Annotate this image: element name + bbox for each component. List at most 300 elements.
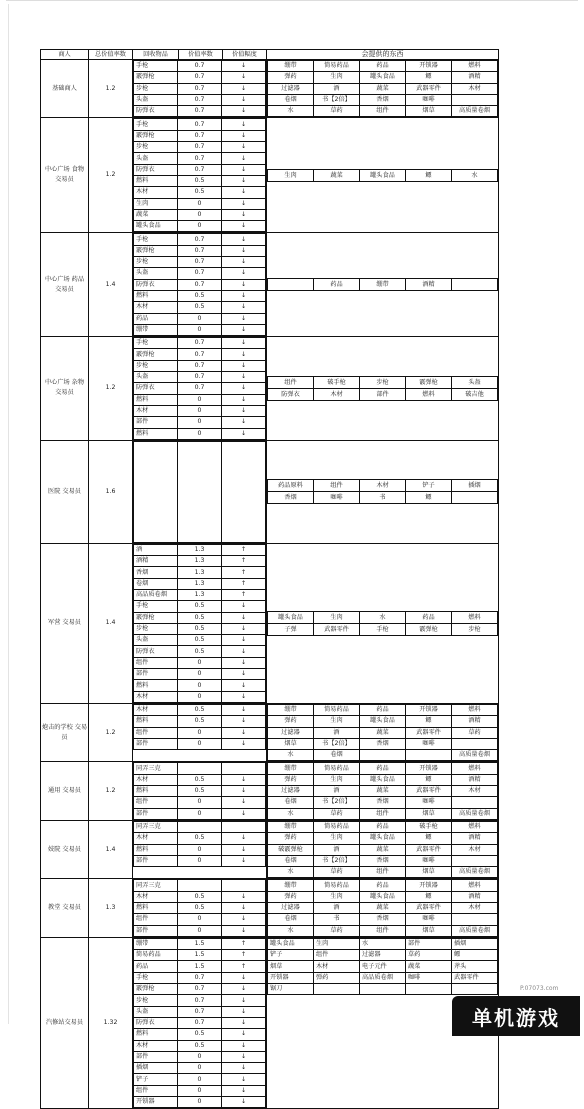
offer-item: 组件 (360, 867, 406, 878)
recycle-item-rate: 0.7 (178, 338, 222, 349)
recycle-item-trend-icon: ↑ (222, 567, 266, 578)
offer-item (360, 984, 406, 995)
total-rate-value: 1.4 (89, 820, 133, 878)
offer-row (268, 279, 498, 291)
recycle-item-trend-icon: ↓ (222, 1097, 266, 1108)
header-rate: 价值率数 (179, 50, 223, 60)
recycle-item-name: 同弄三克 (134, 821, 178, 832)
offer-item: 草药 (314, 106, 360, 117)
recycle-item-trend-icon: ↓ (222, 657, 266, 668)
header-range: 价值幅度 (223, 50, 267, 60)
recycle-item-trend-icon: ↓ (222, 1017, 266, 1028)
recycle-item-row (134, 995, 266, 1006)
offer-row (268, 808, 498, 819)
offer-item: 绷带 (268, 880, 314, 891)
recycle-list (133, 937, 267, 1108)
recycle-item-row (134, 417, 266, 428)
offer-item: 武器零件 (406, 903, 452, 914)
recycle-item-name: 燃料 (134, 175, 178, 186)
recycle-item-rate: 0.7 (178, 245, 222, 256)
offer-item: 防弹衣 (268, 388, 314, 400)
recycle-item-row (134, 106, 266, 117)
offer-item: 咖啡 (406, 738, 452, 749)
offer-item: 绷带 (268, 821, 314, 832)
recycle-item-name: 组件 (134, 1085, 178, 1096)
offer-item: 弹药 (268, 891, 314, 902)
offer-item: 烟草 (268, 961, 314, 972)
recycle-item-rate: 0 (178, 680, 222, 691)
recycle-item-row (134, 234, 266, 245)
offer-item: 卷烟 (268, 797, 314, 808)
recycle-item-rate: 0.7 (178, 83, 222, 94)
table-row (41, 118, 499, 233)
offer-item: 草药 (314, 925, 360, 936)
offer-item: 书【2倍】 (314, 855, 360, 866)
offer-list (267, 118, 499, 233)
offer-item: 高质量卷烟 (452, 106, 498, 117)
table-row (41, 937, 499, 1108)
recycle-item-trend-icon: ↓ (222, 198, 266, 209)
offer-item: 武器零件 (406, 786, 452, 797)
offer-item: 子弹 (268, 623, 314, 635)
offer-item: 木材 (314, 961, 360, 972)
offer-item: 草药 (452, 727, 498, 738)
recycle-item-name: 插烟 (134, 1063, 178, 1074)
recycle-item-rate: 0.7 (178, 383, 222, 394)
offer-list (267, 762, 499, 820)
recycle-item-row (134, 338, 266, 349)
recycle-item-name: 木材 (134, 774, 178, 785)
recycle-item-rate: 0 (178, 691, 222, 702)
recycle-item-name: 防弹衣 (134, 279, 178, 290)
offer-row (268, 797, 498, 808)
merchant-name: 医院 交易员 (41, 440, 89, 543)
offer-row (268, 94, 498, 105)
recycle-item-trend-icon: ↓ (222, 1006, 266, 1017)
offer-item: 霰弹枪 (406, 376, 452, 388)
offer-item: 高质量卷烟 (452, 867, 498, 878)
recycle-item-name: 部件 (134, 808, 178, 819)
offer-list (267, 337, 499, 441)
offer-item: 绷带 (268, 763, 314, 774)
recycle-item-rate: 0.7 (178, 268, 222, 279)
offer-list (267, 233, 499, 337)
recycle-item-rate: 1.3 (178, 556, 222, 567)
offer-item (452, 797, 498, 808)
recycle-item-name: 卷烟 (134, 578, 178, 589)
offer-item: 过滤器 (268, 903, 314, 914)
recycle-list (133, 60, 267, 118)
offer-item: 组件 (360, 106, 406, 117)
recycle-item-name: 部件 (134, 1051, 178, 1062)
offer-item: 药品 (360, 821, 406, 832)
recycle-item-name: 燃料 (134, 680, 178, 691)
header-recycle-items: 回收物品 (133, 50, 179, 60)
merchant-name: 汽修站交易员 (41, 937, 89, 1108)
offer-item: 烟草 (268, 738, 314, 749)
table-row (41, 879, 499, 937)
offer-item: 简易药品 (314, 821, 360, 832)
recycle-item-name: 燃料 (134, 290, 178, 301)
recycle-item-rate: 0.5 (178, 302, 222, 313)
recycle-item-name: 霰弹枪 (134, 72, 178, 83)
offer-list (267, 879, 499, 937)
recycle-item-trend-icon: ↓ (222, 142, 266, 153)
recycle-item-name: 头盔 (134, 153, 178, 164)
recycle-item-name: 同弄三克 (134, 880, 178, 891)
recycle-item-trend-icon: ↓ (222, 405, 266, 416)
offer-item: 药品原料 (268, 480, 314, 492)
recycle-item-trend-icon: ↓ (222, 669, 266, 680)
recycle-item-row (134, 821, 266, 832)
offer-item: 燃料 (452, 61, 498, 72)
recycle-item-row (134, 738, 266, 749)
recycle-item-row (134, 891, 266, 902)
recycle-item-rate: 0.7 (178, 153, 222, 164)
recycle-item-trend-icon: ↓ (222, 808, 266, 819)
recycle-item-trend-icon: ↑ (222, 578, 266, 589)
offer-row (268, 72, 498, 83)
recycle-item-name: 部件 (134, 738, 178, 749)
recycle-item-rate: 0.5 (178, 786, 222, 797)
recycle-item-rate: 0.7 (178, 257, 222, 268)
recycle-item-trend-icon: ↑ (222, 950, 266, 961)
recycle-item-trend-icon: ↓ (222, 428, 266, 439)
recycle-item-name: 酒精 (134, 556, 178, 567)
recycle-item-name: 燃料 (134, 844, 178, 855)
recycle-item-name: 霰弹枪 (134, 984, 178, 995)
offer-item (406, 984, 452, 995)
offer-item: 咖啡 (314, 492, 360, 504)
offer-item: 蔬菜 (360, 844, 406, 855)
recycle-item-row (134, 302, 266, 313)
offer-row (268, 821, 498, 832)
recycle-item-trend-icon: ↓ (222, 601, 266, 612)
recycle-item-name: 开锁器 (134, 1097, 178, 1108)
recycle-item-rate: 0 (178, 198, 222, 209)
total-rate-value: 1.4 (89, 233, 133, 337)
recycle-item-row (134, 657, 266, 668)
recycle-item-name: 木材 (134, 302, 178, 313)
total-rate-value: 1.32 (89, 937, 133, 1108)
offer-item: 简易药品 (314, 880, 360, 891)
recycle-item-rate: 0 (178, 1085, 222, 1096)
recycle-item-row (134, 578, 266, 589)
offer-item: 鳔 (406, 891, 452, 902)
offer-item: 卷烟 (314, 750, 360, 761)
recycle-item-row (134, 1051, 266, 1062)
recycle-item-rate: 0.7 (178, 372, 222, 383)
recycle-item-row (134, 691, 266, 702)
recycle-item-name: 燃料 (134, 428, 178, 439)
offer-item: 水 (360, 611, 406, 623)
offer-row (268, 903, 498, 914)
offer-item: 开锁器 (406, 704, 452, 715)
recycle-item-trend-icon: ↓ (222, 268, 266, 279)
recycle-item-name: 防弹衣 (134, 646, 178, 657)
recycle-item-rate: 0.7 (178, 279, 222, 290)
table-row (41, 60, 499, 118)
recycle-item-rate: 0 (178, 417, 222, 428)
offer-item: 过滤器 (268, 786, 314, 797)
offer-item: 木材 (452, 903, 498, 914)
total-rate-value: 1.2 (89, 118, 133, 233)
offer-item: 药品 (360, 61, 406, 72)
recycle-item-trend-icon: ↓ (222, 914, 266, 925)
recycle-item-trend-icon: ↓ (222, 209, 266, 220)
offer-item: 水 (268, 808, 314, 819)
total-rate-value: 1.2 (89, 762, 133, 820)
offer-item: 木材 (452, 83, 498, 94)
offer-item: 生肉 (314, 938, 360, 949)
recycle-item-row (134, 119, 266, 130)
recycle-item-name: 绷带 (134, 938, 178, 949)
recycle-item-trend-icon: ↓ (222, 417, 266, 428)
offer-row (268, 891, 498, 902)
offer-row (268, 833, 498, 844)
offer-item: 燃料 (452, 704, 498, 715)
offer-item: 香烟 (360, 738, 406, 749)
recycle-item-row (134, 808, 266, 819)
offer-item: 鳔 (406, 169, 452, 181)
recycle-item-rate: 0.7 (178, 995, 222, 1006)
recycle-item-name: 罐头食品 (134, 221, 178, 232)
recycle-item-rate: 0.5 (178, 175, 222, 186)
recycle-item-trend-icon: ↓ (222, 612, 266, 623)
offer-item: 罐头食品 (360, 169, 406, 181)
recycle-item-rate: 0.7 (178, 119, 222, 130)
recycle-item-row (134, 623, 266, 634)
recycle-item-rate: 0.7 (178, 142, 222, 153)
recycle-item-rate: 0.7 (178, 1006, 222, 1017)
recycle-item-name: 霰弹枪 (134, 245, 178, 256)
recycle-item-trend-icon: ↓ (222, 221, 266, 232)
offer-item: 草药 (314, 808, 360, 819)
offer-item: 手枪 (360, 623, 406, 635)
recycle-item-row (134, 130, 266, 141)
offer-item: 香烟 (360, 914, 406, 925)
recycle-item-row (134, 1097, 266, 1108)
recycle-item-rate: 0 (178, 808, 222, 819)
recycle-item-name: 燃料 (134, 786, 178, 797)
offer-item: 酒 (314, 903, 360, 914)
offer-item: 酒 (314, 83, 360, 94)
offer-item: 酒精 (452, 774, 498, 785)
recycle-item-trend-icon (222, 880, 266, 891)
total-rate-value: 1.4 (89, 543, 133, 703)
offer-item (314, 984, 360, 995)
page-left-margin-line (8, 4, 9, 1024)
offer-item: 组件 (360, 808, 406, 819)
merchant-table (40, 49, 499, 1109)
recycle-item-trend-icon: ↓ (222, 83, 266, 94)
recycle-item-trend-icon: ↓ (222, 245, 266, 256)
recycle-item-row (134, 428, 266, 439)
recycle-item-name: 燃料 (134, 394, 178, 405)
recycle-item-name: 高品质卷烟 (134, 589, 178, 600)
recycle-list (133, 762, 267, 820)
offer-row (268, 938, 498, 949)
recycle-item-row (134, 880, 266, 891)
offer-item: 组件 (314, 950, 360, 961)
offer-list (267, 440, 499, 543)
offer-list (267, 820, 499, 878)
offer-item: 绷带 (360, 279, 406, 291)
recycle-item-rate: 0 (178, 313, 222, 324)
recycle-item-name: 酒 (134, 544, 178, 555)
recycle-item-trend-icon: ↓ (222, 995, 266, 1006)
recycle-item-trend-icon: ↑ (222, 589, 266, 600)
recycle-item-name: 燃料 (134, 1029, 178, 1040)
offer-item: 罐头食品 (268, 938, 314, 949)
recycle-item-rate (178, 821, 222, 832)
recycle-item-row (134, 589, 266, 600)
offer-row (268, 623, 498, 635)
recycle-item-name: 组件 (134, 727, 178, 738)
recycle-item-rate: 0.5 (178, 623, 222, 634)
recycle-item-name: 防弹衣 (134, 106, 178, 117)
recycle-list (133, 118, 267, 233)
recycle-item-row (134, 61, 266, 72)
offer-item (268, 279, 314, 291)
merchant-name: 通用 交易员 (41, 762, 89, 820)
offer-item: 插烟 (452, 480, 498, 492)
recycle-item-rate: 0.5 (178, 635, 222, 646)
recycle-item-name: 步枪 (134, 360, 178, 371)
recycle-item-trend-icon: ↓ (222, 1085, 266, 1096)
recycle-item-rate: 0 (178, 221, 222, 232)
offer-item: 酒精 (452, 716, 498, 727)
recycle-item-name: 手枪 (134, 338, 178, 349)
offer-item: 燃料 (452, 880, 498, 891)
recycle-item-row (134, 94, 266, 105)
recycle-item-rate: 0.5 (178, 716, 222, 727)
recycle-item-row (134, 925, 266, 936)
recycle-item-trend-icon: ↓ (222, 1074, 266, 1085)
offer-item: 过滤器 (268, 83, 314, 94)
recycle-item-trend-icon: ↓ (222, 797, 266, 808)
offer-item (452, 914, 498, 925)
recycle-item-rate: 0 (178, 669, 222, 680)
offer-item: 高质量卷烟 (452, 750, 498, 761)
offer-item: 香烟 (268, 492, 314, 504)
recycle-item-row (134, 245, 266, 256)
recycle-item-rate: 0 (178, 1063, 222, 1074)
recycle-item-row (134, 567, 266, 578)
offer-row (268, 914, 498, 925)
recycle-item-trend-icon: ↓ (222, 72, 266, 83)
recycle-item-row (134, 972, 266, 983)
merchant-name: 炮击的学校 交易员 (41, 703, 89, 761)
offer-item: 酒 (314, 844, 360, 855)
recycle-list (133, 440, 267, 543)
recycle-item-row (134, 612, 266, 623)
offer-item: 草药 (406, 950, 452, 961)
recycle-item-trend-icon: ↓ (222, 738, 266, 749)
recycle-item-row (134, 209, 266, 220)
offer-item: 药品 (406, 611, 452, 623)
offer-item: 香烟 (360, 797, 406, 808)
recycle-item-row (134, 635, 266, 646)
recycle-item-name: 步枪 (134, 995, 178, 1006)
recycle-item-rate: 0 (178, 738, 222, 749)
offer-item: 过滤器 (268, 727, 314, 738)
offer-row (268, 950, 498, 961)
recycle-item-rate: 0.7 (178, 1017, 222, 1028)
recycle-item-name: 药品 (134, 313, 178, 324)
offer-item: 罐头食品 (360, 774, 406, 785)
offer-item: 武器零件 (314, 623, 360, 635)
offer-item: 木材 (452, 844, 498, 855)
recycle-item-trend-icon: ↑ (222, 961, 266, 972)
recycle-item-row (134, 405, 266, 416)
recycle-item-rate: 0.7 (178, 972, 222, 983)
recycle-item-trend-icon: ↓ (222, 372, 266, 383)
recycle-item-row (134, 142, 266, 153)
offer-item: 水 (452, 169, 498, 181)
recycle-item-name: 步枪 (134, 142, 178, 153)
recycle-item-rate: 0.5 (178, 903, 222, 914)
recycle-item-rate: 1.3 (178, 589, 222, 600)
offer-row (268, 61, 498, 72)
recycle-item-rate: 0.5 (178, 646, 222, 657)
offer-item (452, 855, 498, 866)
offer-item: 武器零件 (406, 83, 452, 94)
offer-row (268, 611, 498, 623)
offer-item: 咖啡 (406, 914, 452, 925)
offer-item: 罐头食品 (360, 833, 406, 844)
recycle-item-row (134, 383, 266, 394)
recycle-item-rate: 0 (178, 1051, 222, 1062)
recycle-item-row (134, 914, 266, 925)
offer-item: 蔬菜 (360, 903, 406, 914)
recycle-item-rate: 0 (178, 324, 222, 335)
offer-row (268, 106, 498, 117)
recycle-item-name: 部件 (134, 925, 178, 936)
watermark-logo: 单机游戏 (452, 996, 580, 1036)
offer-item: 破霰弹枪 (268, 844, 314, 855)
recycle-item-trend-icon: ↓ (222, 716, 266, 727)
recycle-item-rate: 0.5 (178, 833, 222, 844)
offer-item: 鳔 (406, 492, 452, 504)
merchant-name: 中心广场 食物 交易员 (41, 118, 89, 233)
recycle-item-trend-icon: ↓ (222, 984, 266, 995)
recycle-item-row (134, 669, 266, 680)
total-rate-value: 1.3 (89, 879, 133, 937)
recycle-item-rate: 0.7 (178, 349, 222, 360)
offer-item: 鳔 (406, 774, 452, 785)
recycle-item-trend-icon: ↓ (222, 691, 266, 702)
recycle-item-name: 同弄三克 (134, 763, 178, 774)
recycle-item-rate: 0.7 (178, 164, 222, 175)
offer-item: 简易药品 (314, 763, 360, 774)
recycle-item-rate: 0 (178, 1097, 222, 1108)
recycle-list (133, 233, 267, 337)
recycle-item-name: 霰弹枪 (134, 349, 178, 360)
offer-item: 烟草 (406, 808, 452, 819)
recycle-item-rate: 1.3 (178, 567, 222, 578)
offer-item: 生肉 (314, 716, 360, 727)
recycle-item-trend-icon: ↓ (222, 623, 266, 634)
offer-item: 鳔 (406, 833, 452, 844)
offer-item: 烟草 (406, 925, 452, 936)
recycle-list (133, 543, 267, 703)
offer-row (268, 480, 498, 492)
recycle-item-rate: 0 (178, 428, 222, 439)
recycle-item-row (134, 1040, 266, 1051)
recycle-item-name: 手枪 (134, 601, 178, 612)
recycle-item-rate: 0.5 (178, 1040, 222, 1051)
